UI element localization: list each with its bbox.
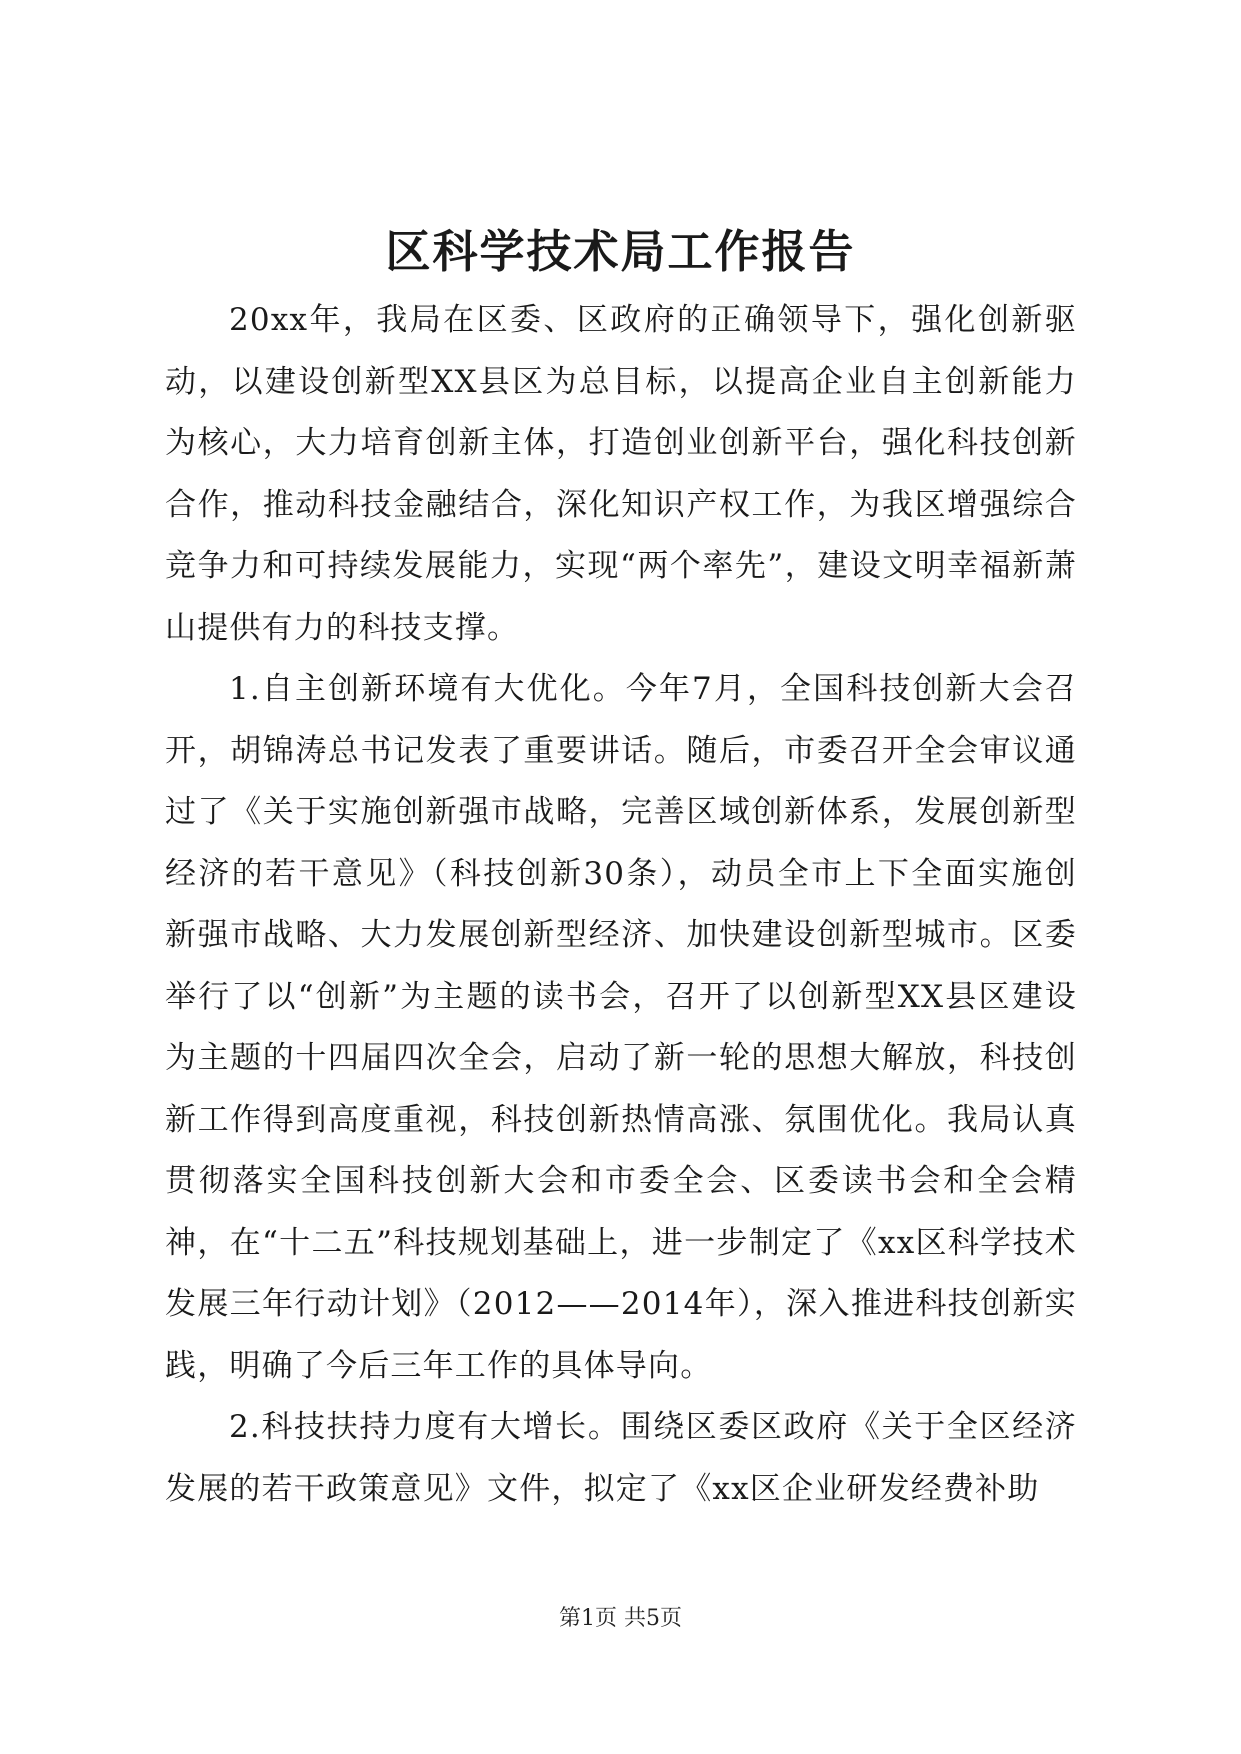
- document-title: 区科学技术局工作报告: [385, 225, 856, 278]
- page-footer: 第1页 共5页: [559, 1606, 682, 1631]
- paragraph-section-2: 2.科技扶持力度有大增长。围绕区委区政府《关于全区经济发展的若干政策意见》文件，拟定了《xx区企业研发经费补助: [165, 1409, 1077, 1507]
- paragraph-section-1: 1.自主创新环境有大优化。今年7月，全国科技创新大会召开，胡锦涛总书记发表了重要讲话。随后，市委召开全会审议通过了《关于实施创新强市战略，完善区域创新体系，发展创新型经济的若干意见》（科技创新30条），动员全市上下全面实施创新强市战略、大力发展创新型经济、加快建设创新型城市。区委举行了以“创新”为主题的读书会，召开了以创新型XX县区建设为主题的十四届四次全会，启动了新一轮的思想大解放，科技创新工作得到高度重视，科技创新热情高涨、氛围优化。我局认真贯彻落实全国科技创新大会和市委全会、区委读书会和全会精神，在“十二五”科技规划基础上，进一步制定了《xx区科学技术发展三年行动计划》（2012——2014年），深入推进科技创新实践，明确了今后三年工作的具体导向。: [165, 671, 1077, 1384]
- paragraph-intro: 20xx年，我局在区委、区政府的正确领导下，强化创新驱动，以建设创新型XX县区为总目标，以提高企业自主创新能力为核心，大力培育创新主体，打造创业创新平台，强化科技创新合作，推动科技金融结合，深化知识产权工作，为我区增强综合竞争力和可持续发展能力，实现“两个率先”，建设文明幸福新萧山提供有力的科技支撑。: [165, 302, 1077, 646]
- document-body: [165, 290, 1077, 1520]
